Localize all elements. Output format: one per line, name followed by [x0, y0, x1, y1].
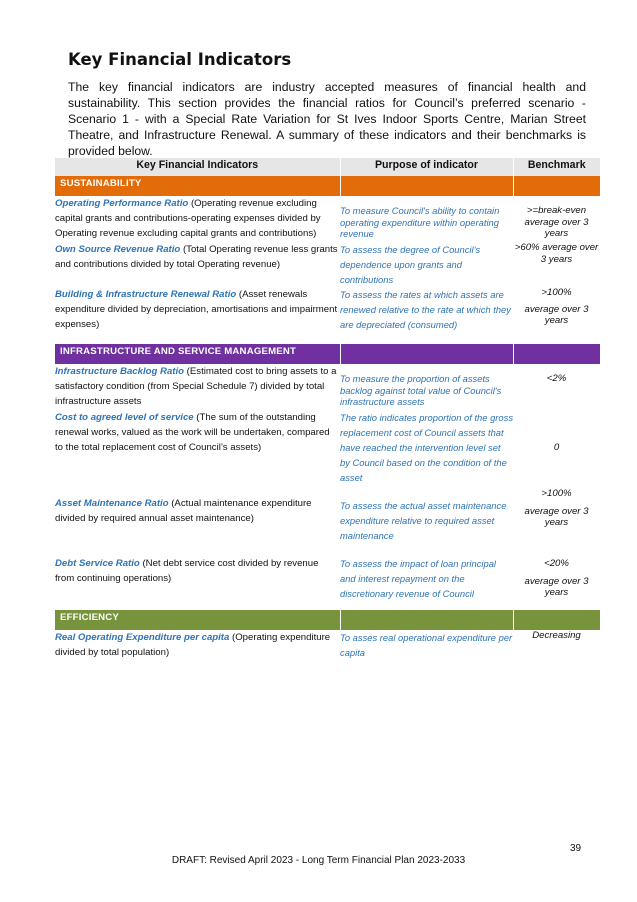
purpose-cell: The ratio indicates proportion of the gross replacement cost of Council assets that have reached the intervention level set by Council based on the condition of the asset — [340, 412, 514, 483]
benchmark-cell: <2% — [546, 373, 567, 384]
purpose-cell: To assess the impact of loan principal and interest repayment on the discretionary revenue of Council — [340, 558, 496, 599]
section-row-efficiency — [55, 610, 600, 630]
table-row — [55, 196, 600, 242]
table-row — [55, 287, 600, 344]
purpose-cell: To assess the degree of Council’s dependence upon grants and contributions — [340, 244, 481, 285]
footer-text: DRAFT: Revised April 2023 - Long Term Financial Plan 2023-2033 — [171, 855, 466, 866]
indicator-cell — [55, 287, 340, 344]
table-row — [55, 242, 600, 287]
benchmark-value: >100% — [541, 488, 572, 499]
page-title: Key Financial Indicators — [68, 50, 292, 69]
indicator-description: (The sum of the outstanding renewal works, valued as the work will be undertaken, compared to the total replacement cost of Council’s assets) — [55, 412, 330, 453]
indicator-description: (Asset renewals expenditure divided by depreciation, amortisations and impairment expenses) — [55, 289, 338, 330]
indicator-name: Debt Service Ratio — [55, 558, 140, 569]
header-purpose: Purpose of indicator — [340, 158, 513, 176]
benchmark-value: >100% — [541, 287, 572, 298]
header-indicator: Key Financial Indicators — [55, 158, 340, 176]
section-label: EFFICIENCY — [55, 610, 340, 630]
table-row — [55, 556, 600, 610]
benchmark-cell: Decreasing — [532, 630, 581, 641]
indicator-name: Infrastructure Backlog Ratio — [55, 366, 185, 377]
indicator-description: (Net debt service cost divided by revenue from continuing operations) — [55, 558, 319, 584]
benchmark-cell — [513, 287, 600, 344]
indicator-cell — [55, 364, 340, 410]
benchmark-cell: >60% average over 3 years — [514, 242, 599, 265]
indicator-cell — [55, 556, 340, 610]
purpose-cell: To measure the proportion of assets backlog against total value of Council's infrastructure assets — [340, 373, 502, 407]
indicator-name: Operating Performance Ratio — [55, 198, 189, 209]
indicator-name: Real Operating Expenditure per capita — [55, 632, 230, 643]
indicator-description: (Actual maintenance expenditure divided by required annual asset maintenance) — [55, 498, 312, 524]
indicator-cell — [55, 242, 340, 287]
indicator-description: (Operating expenditure divided by total population) — [55, 632, 331, 658]
page-number: 39 — [570, 843, 582, 854]
purpose-cell: To asses real operational expenditure per capita — [340, 632, 513, 658]
indicator-cell — [55, 196, 340, 242]
benchmark-cell — [513, 556, 600, 610]
indicator-description: (Total Operating revenue less grants and contributions divided by total Operating revenue) — [55, 244, 338, 270]
benchmark-note: average over 3 years — [524, 505, 589, 528]
benchmark-cell: >=break-even average over 3 years — [524, 205, 589, 239]
indicator-description: (Estimated cost to bring assets to a satisfactory condition (from Special Schedule 7) divided by total infrastructure assets — [55, 366, 337, 407]
table-row — [55, 410, 600, 486]
indicator-cell — [55, 486, 340, 556]
benchmark-value: <20% — [544, 558, 569, 569]
benchmark-cell: 0 — [553, 442, 560, 454]
indicator-name: Asset Maintenance Ratio — [55, 498, 169, 509]
indicator-cell — [55, 630, 340, 666]
indicator-name: Cost to agreed level of service — [55, 412, 194, 423]
benchmark-cell — [513, 486, 600, 556]
indicator-description: (Operating revenue excluding capital grants and contributions-operating expenses divided by Operating revenue excluding capital grants and contributions) — [55, 198, 321, 239]
table-header-row — [55, 158, 600, 176]
indicator-name: Own Source Revenue Ratio — [55, 244, 181, 255]
benchmark-note: average over 3 years — [524, 575, 589, 598]
purpose-cell: To measure Council's ability to contain operating expenditure within operating revenue — [340, 205, 500, 239]
benchmark-note: average over 3 years — [524, 303, 589, 326]
purpose-cell: To assess the actual asset maintenance expenditure relative to required asset maintenance — [340, 500, 507, 541]
key-financial-indicators-table — [55, 158, 600, 666]
section-row-infrastructure — [55, 344, 600, 364]
indicator-name: Building & Infrastructure Renewal Ratio — [55, 289, 237, 300]
purpose-cell: To assess the rates at which assets are renewed relative to the rate at which they are depreciated (consumed) — [340, 289, 511, 330]
intro-paragraph: The key financial indicators are industry accepted measures of financial health and sustainability. This section provides the financial ratios for Council’s preferred scenario - Scenario 1 - with a Special Rate Variation for St Ives Indoor Sports Centre, Marian Street Theatre, and Infrastructure Renewal. A summary of these indicators and their benchmarks is provided below. — [68, 80, 586, 158]
table-row — [55, 486, 600, 556]
table-row — [55, 364, 600, 410]
table-row — [55, 630, 600, 666]
section-row-sustainability — [55, 176, 600, 196]
indicator-cell — [55, 410, 340, 486]
header-benchmark: Benchmark — [513, 158, 600, 176]
section-label: INFRASTRUCTURE AND SERVICE MANAGEMENT — [55, 344, 340, 364]
section-label: SUSTAINABILITY — [55, 176, 340, 196]
